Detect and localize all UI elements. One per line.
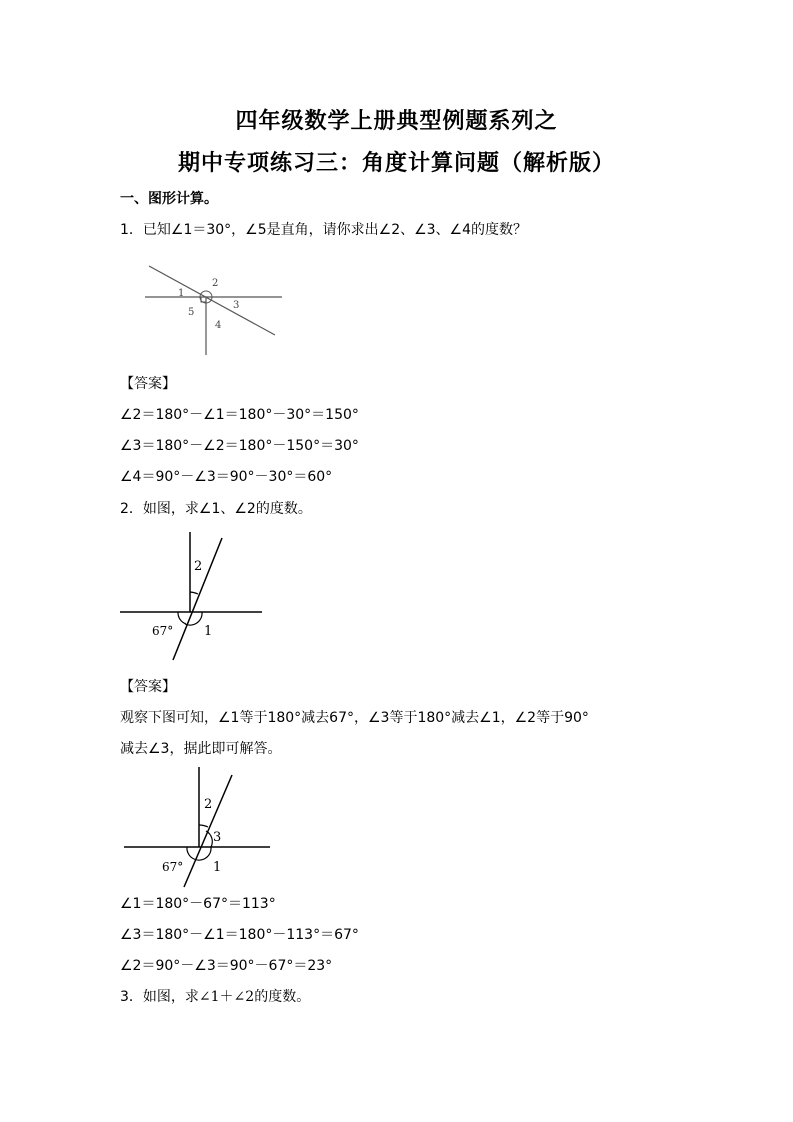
answer-1-line-2: ∠3＝180°－∠2＝180°－150°＝30° [120,438,359,454]
fig1-label-5: 5 [188,307,195,318]
answer-1-line-3: ∠4＝90°－∠3＝90°－30°＝60° [120,469,333,485]
fig2-label-67: 67° [152,624,174,638]
answer-2-figure [122,765,272,890]
fig1-label-3: 3 [233,300,240,311]
fig3-label-1: 1 [213,860,222,875]
document-title-line1: 四年级数学上册典型例题系列之 [235,109,558,134]
fig1-label-2: 2 [212,278,219,289]
answer-2-line-3: ∠2＝90°－∠3＝90°－67°＝23° [120,958,333,974]
answer-2-explanation-line-2: 减去∠3，据此即可解答。 [120,741,282,757]
fig1-label-4: 4 [215,320,222,331]
question-1-figure [140,262,290,358]
fig3-label-3: 3 [213,830,222,845]
answer-2-line-2: ∠3＝180°－∠1＝180°－113°＝67° [120,927,359,943]
fig2-label-1: 1 [204,624,213,639]
section-heading: 一、图形计算。 [120,191,218,207]
question-1-prompt: 1．已知∠1＝30°，∠5是直角，请你求出∠2、∠3、∠4的度数？ [120,222,528,238]
question-3-prompt [120,986,310,1006]
answer-label-2: 【答案】 [120,679,176,695]
fig3-label-2: 2 [204,797,213,812]
document-title-line2: 期中专项练习三：角度计算问题（解析版） [177,151,615,176]
answer-label-1: 【答案】 [120,376,176,392]
answer-2-explanation-line-1: 观察下图可知，∠1等于180°减去67°，∠3等于180°减去∠1，∠2等于90° [120,710,589,726]
question-2-prompt: 2．如图，求∠1、∠2的度数。 [120,501,312,517]
answer-1-line-1: ∠2＝180°－∠1＝180°－30°＝150° [120,407,359,423]
question-3-suffix: 的度数。 [254,989,311,1005]
fig3-label-67: 67° [162,860,184,874]
question-3-math: ∠1＋∠2 [198,989,255,1005]
question-2-figure [118,530,268,665]
fig1-label-1: 1 [178,288,185,299]
answer-2-line-1: ∠1＝180°－67°＝113° [120,896,276,912]
fig2-label-2: 2 [194,559,203,574]
question-3-prefix: 3．如图，求 [120,989,199,1005]
